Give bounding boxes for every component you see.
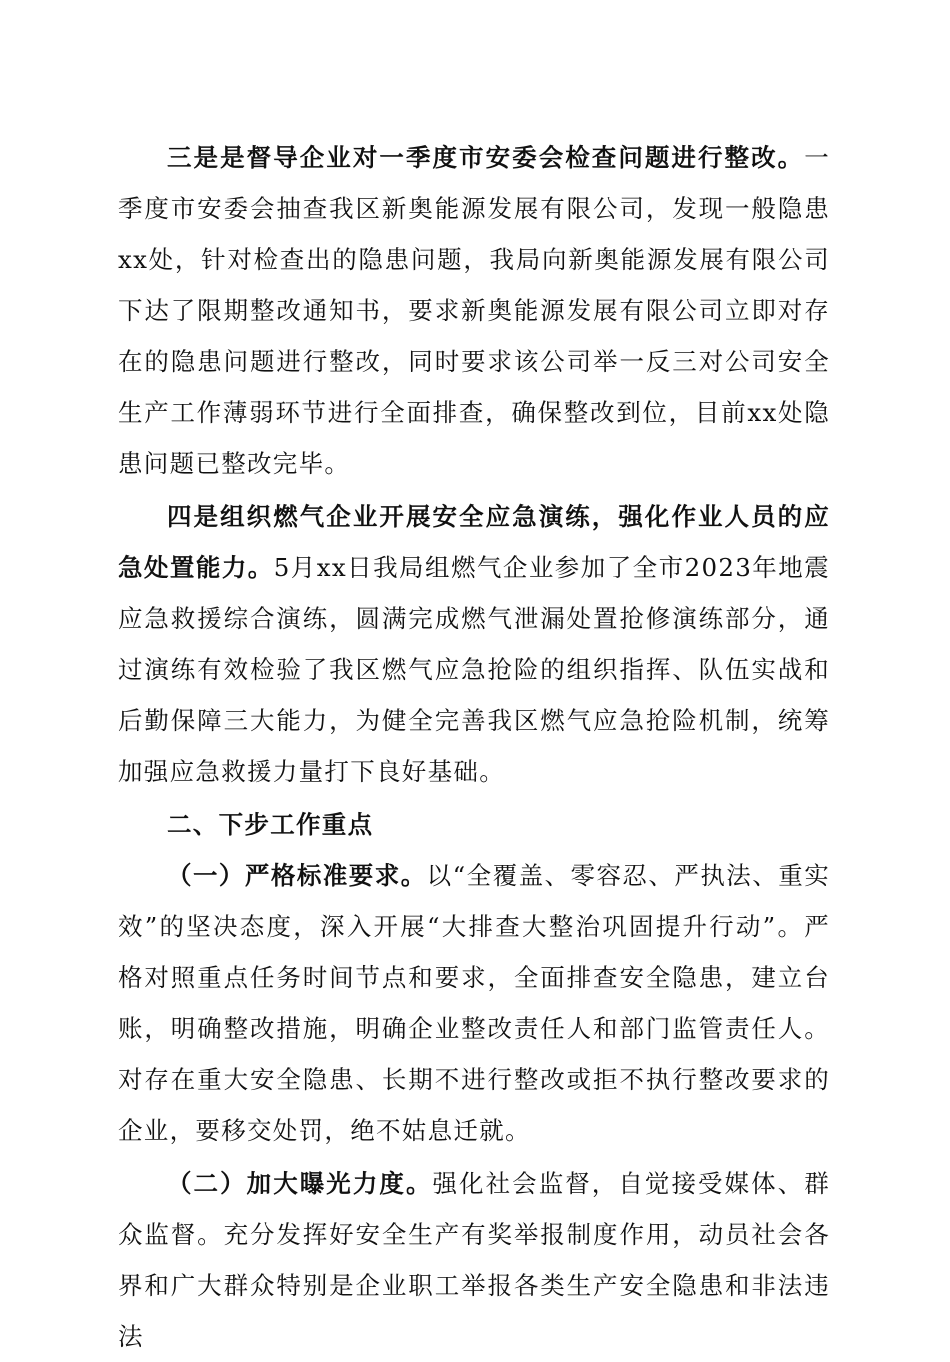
paragraph-rectification	[118, 132, 830, 489]
paragraph-lead: 四是组织燃气企业开展安全应急演练，强化作业人员的应急处置能力。	[118, 502, 830, 582]
paragraph-text: 5月xx日我局组燃气企业参加了全市2023年地震应急救援综合演练，圆满完成燃气泄漏处置抢修演练部分，通过演练有效检验了我区燃气应急抢险的组织指挥、队伍实战和后勤保障三大能力，为健全完善我区燃气应急抢险机制，统筹加强应急救援力量打下良好基础。	[118, 553, 830, 786]
paragraph-emergency-drill	[118, 491, 830, 797]
item-lead: （一）严格标准要求。	[167, 861, 427, 890]
section-heading: 二、下步工作重点	[167, 810, 374, 839]
item-text: 以“全覆盖、零容忍、严执法、重实效”的坚决态度，深入开展“大排查大整治巩固提升行动”。严格对照重点任务时间节点和要求，全面排查安全隐患，建立台账，明确整改措施，明确企业整改责任人和部门监管责任人。对存在重大安全隐患、长期不进行整改或拒不执行整改要求的企业，要移交处罚，绝不姑息迁就。	[118, 861, 830, 1145]
paragraph-lead: 三是是督导企业对一季度市安委会检查问题进行整改。	[167, 143, 805, 172]
item-exposure	[118, 1158, 830, 1362]
item-text: 强化社会监督，自觉接受媒体、群众监督。充分发挥好安全生产有奖举报制度作用，动员社会各界和广大群众特别是企业职工举报各类生产安全隐患和非法违法	[118, 1169, 830, 1351]
item-lead: （二）加大曝光力度。	[167, 1169, 433, 1198]
item-strict-standards	[118, 850, 830, 1156]
paragraph-text: 一季度市安委会抽查我区新奥能源发展有限公司，发现一般隐患xx处，针对检查出的隐患问题，我局向新奥能源发展有限公司下达了限期整改通知书，要求新奥能源发展有限公司立即对存在的隐患问题进行整改，同时要求该公司举一反三对公司安全生产工作薄弱环节进行全面排查，确保整改到位，目前xx处隐患问题已整改完毕。	[118, 143, 830, 478]
document-body	[118, 132, 830, 1362]
